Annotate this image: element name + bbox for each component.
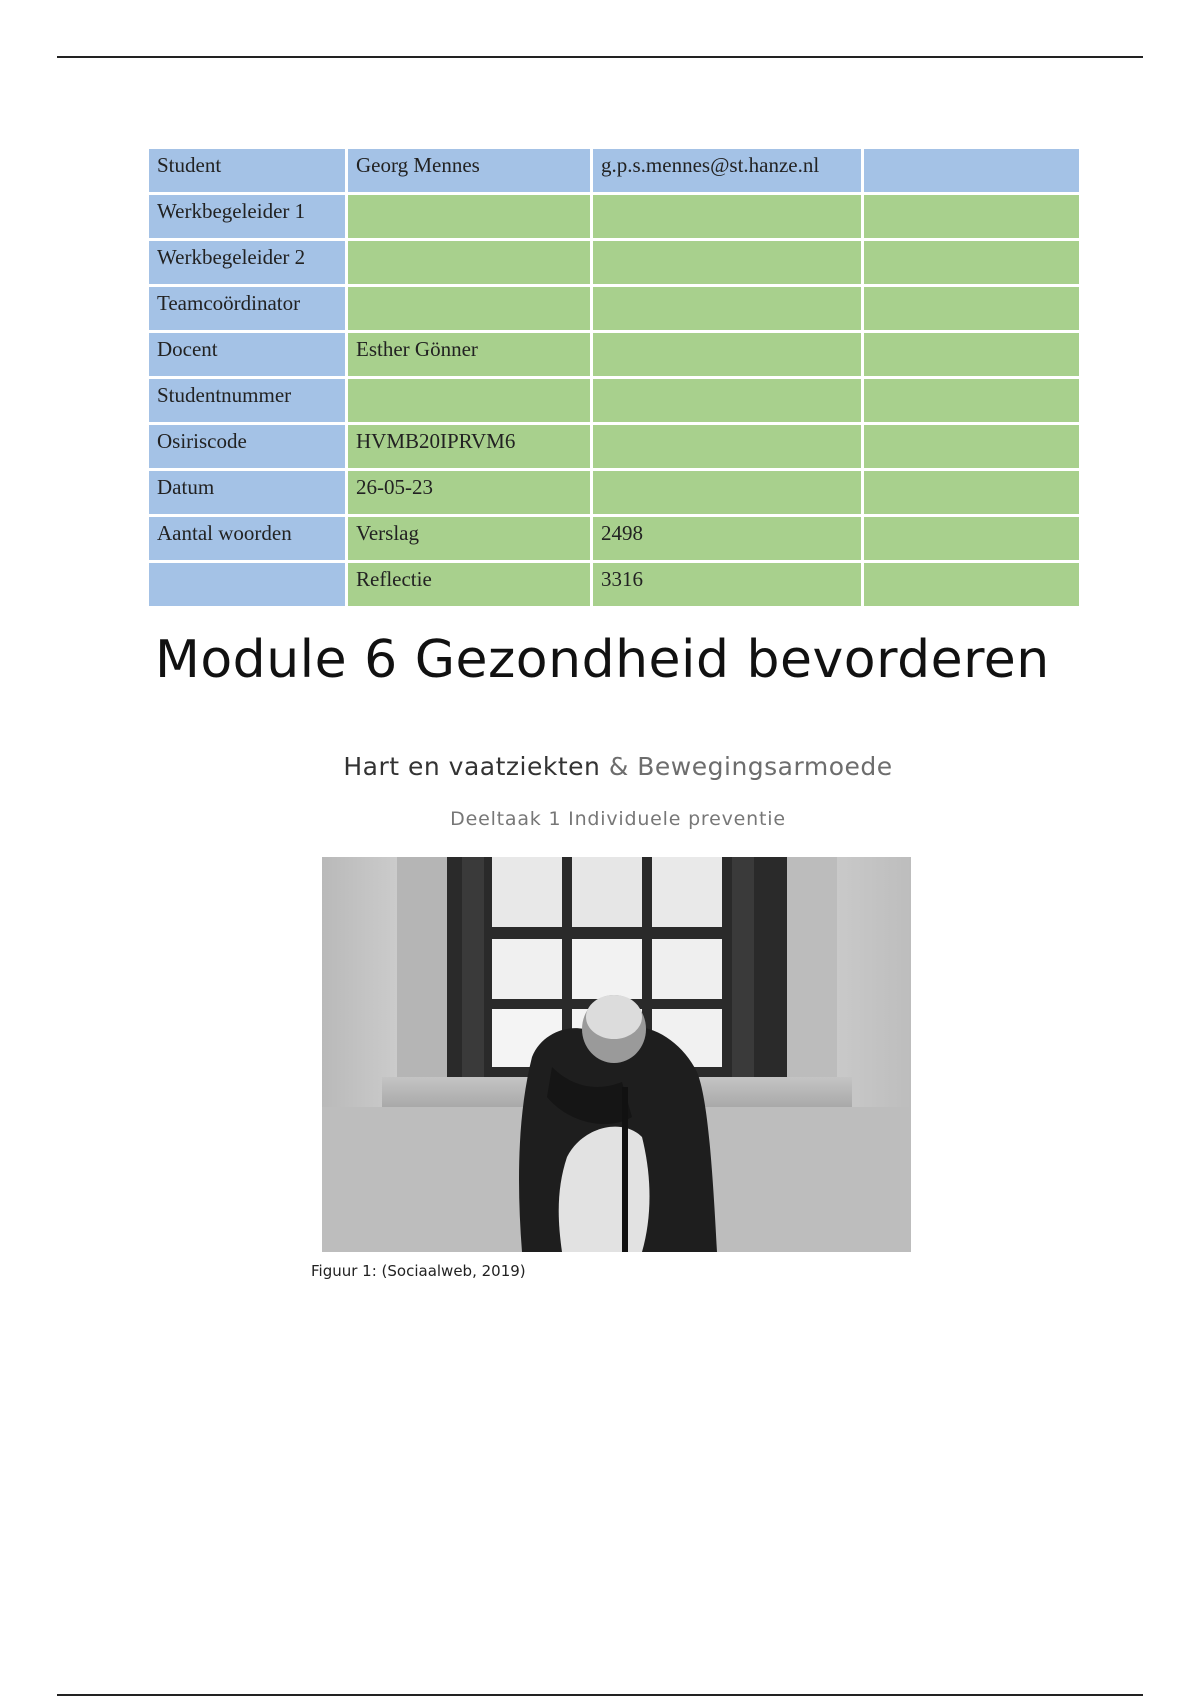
table-row <box>149 425 1079 468</box>
table-cell <box>593 471 861 514</box>
table-cell: Georg Mennes <box>348 149 590 192</box>
table-cell <box>593 195 861 238</box>
table-cell-label: Docent <box>149 333 345 376</box>
table-cell <box>864 379 1079 422</box>
table-cell <box>593 287 861 330</box>
table-cell: Esther Gönner <box>348 333 590 376</box>
subtitle-part-1: Hart en vaatziekten <box>343 752 601 781</box>
table-cell-label: Studentnummer <box>149 379 345 422</box>
table-cell <box>864 195 1079 238</box>
table-cell <box>864 149 1079 192</box>
table-cell-label: Datum <box>149 471 345 514</box>
table-cell <box>348 287 590 330</box>
table-row <box>149 241 1079 284</box>
table-row <box>149 563 1079 606</box>
table-row <box>149 149 1079 192</box>
table-cell <box>864 287 1079 330</box>
table-cell <box>348 241 590 284</box>
table-cell-label: Student <box>149 149 345 192</box>
document-subtitle <box>0 752 1200 781</box>
table-row <box>149 333 1079 376</box>
table-cell: HVMB20IPRVM6 <box>348 425 590 468</box>
figure-caption: Figuur 1: (Sociaalweb, 2019) <box>311 1262 526 1280</box>
table-cell <box>864 563 1079 606</box>
document-subsubtitle: Deeltaak 1 Individuele preventie <box>450 808 786 830</box>
table-cell-label: Aantal woorden <box>149 517 345 560</box>
table-cell: 3316 <box>593 563 861 606</box>
table-row <box>149 379 1079 422</box>
table-row <box>149 195 1079 238</box>
table-cell: Reflectie <box>348 563 590 606</box>
subtitle-part-2: & Bewegingsarmoede <box>608 752 893 781</box>
table-cell-label: Werkbegeleider 2 <box>149 241 345 284</box>
table-cell-label: Werkbegeleider 1 <box>149 195 345 238</box>
figure-photo <box>322 857 911 1252</box>
table-cell <box>593 379 861 422</box>
table-cell: g.p.s.mennes@st.hanze.nl <box>593 149 861 192</box>
table-row <box>149 471 1079 514</box>
table-cell <box>864 241 1079 284</box>
table-cell <box>593 333 861 376</box>
header-rule <box>57 56 1143 58</box>
table-cell-label: Osiriscode <box>149 425 345 468</box>
table-cell <box>864 471 1079 514</box>
table-cell: 26-05-23 <box>348 471 590 514</box>
table-cell <box>348 195 590 238</box>
table-row <box>149 517 1079 560</box>
table-cell <box>348 379 590 422</box>
student-info-table <box>146 146 1082 609</box>
table-cell-label <box>149 563 345 606</box>
table-cell: 2498 <box>593 517 861 560</box>
table-cell <box>593 241 861 284</box>
table-cell <box>864 333 1079 376</box>
table-cell-label: Teamcoördinator <box>149 287 345 330</box>
document-title: Module 6 Gezondheid bevorderen <box>155 630 1050 690</box>
table-cell: Verslag <box>348 517 590 560</box>
table-row <box>149 287 1079 330</box>
table-cell <box>593 425 861 468</box>
table-cell <box>864 517 1079 560</box>
footer-rule <box>57 1694 1143 1696</box>
table-cell <box>864 425 1079 468</box>
